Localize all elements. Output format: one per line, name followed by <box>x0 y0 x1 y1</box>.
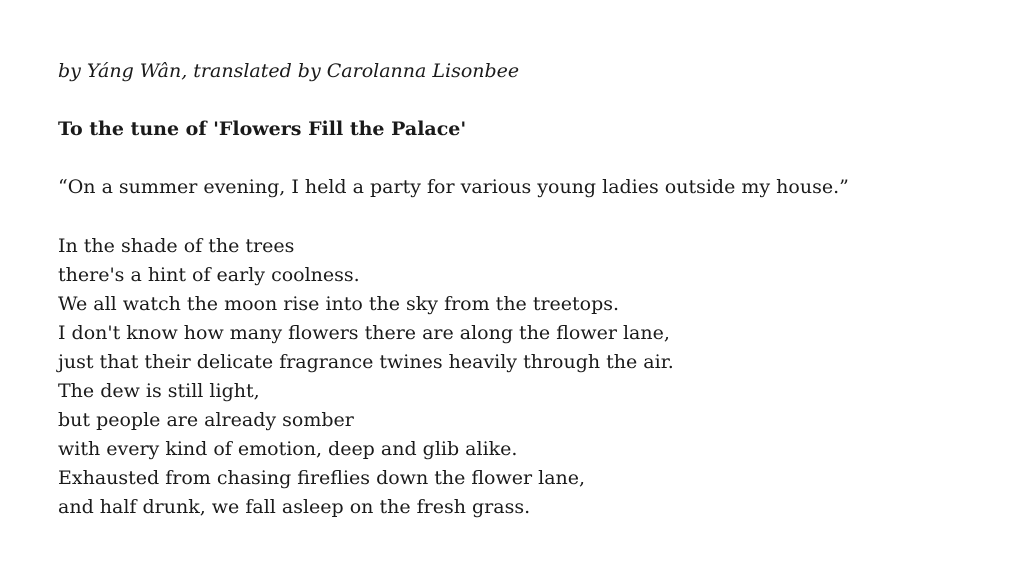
poem-title: To the tune of 'Flowers Fill the Palace' <box>58 118 467 140</box>
poem-line: with every kind of emotion, deep and glib alike. <box>58 438 518 460</box>
poem-line: there's a hint of early coolness. <box>58 264 360 286</box>
poem-line: just that their delicate fragrance twines heavily through the air. <box>58 351 674 373</box>
poem-preface: “On a summer evening, I held a party for various young ladies outside my house.” <box>58 176 849 198</box>
poem-line: The dew is still light, <box>58 380 260 402</box>
poem-line: In the shade of the trees <box>58 235 295 257</box>
poem-line: but people are already somber <box>58 409 354 431</box>
poem-line: Exhausted from chasing fireflies down the flower lane, <box>58 467 586 489</box>
byline: by Yáng Wân, translated by Carolanna Lisonbee <box>58 60 520 82</box>
poem-body <box>58 232 674 522</box>
poem-line: and half drunk, we fall asleep on the fresh grass. <box>58 496 531 518</box>
poem-line: We all watch the moon rise into the sky from the treetops. <box>58 293 620 315</box>
poem-line: I don't know how many flowers there are along the flower lane, <box>58 322 670 344</box>
